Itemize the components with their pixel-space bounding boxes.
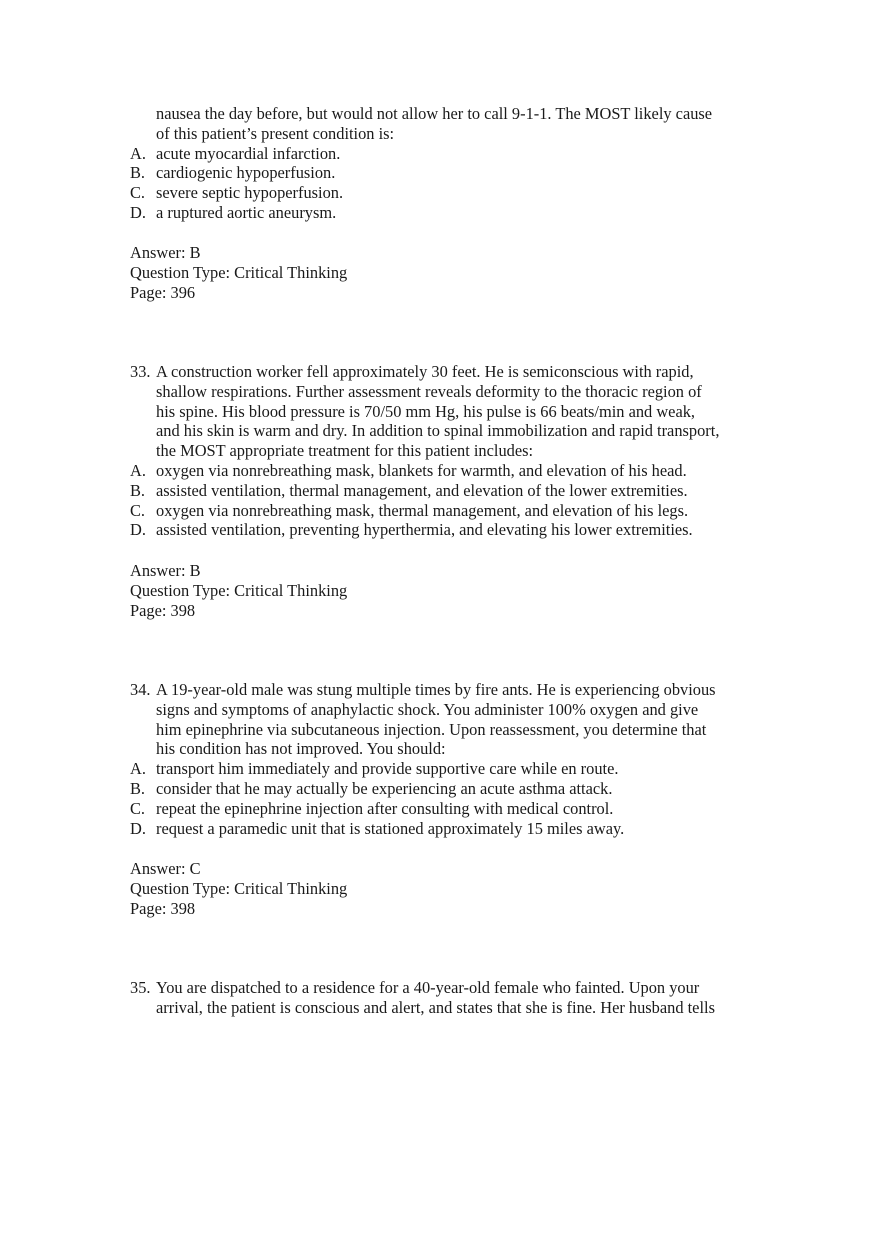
answer-key: Answer: B: [130, 243, 201, 262]
question-number: 33.: [130, 362, 151, 381]
answer-option-a: [130, 461, 770, 481]
question-stem-line: the MOST appropriate treatment for this patient includes:: [156, 441, 534, 461]
question-type: Question Type: Critical Thinking: [130, 580, 348, 600]
option-text: severe septic hypoperfusion.: [156, 183, 344, 203]
option-label: B.: [130, 480, 146, 500]
option-text: transport him immediately and provide supportive care while en route.: [156, 759, 619, 779]
answer-option-a: [130, 759, 770, 779]
question-stem-line: of this patient’s present condition is:: [156, 123, 395, 143]
option-label: A.: [130, 460, 146, 480]
answer-key: Answer: B: [130, 561, 201, 580]
page-reference: Page: 396: [130, 282, 196, 302]
question-type: Question Type: Critical Thinking: [130, 262, 348, 282]
option-label: C.: [130, 183, 146, 203]
option-label: A.: [130, 759, 146, 779]
page-reference: Page: 398: [130, 600, 196, 620]
option-text: assisted ventilation, thermal management, and elevation of the lower extremities.: [156, 480, 688, 500]
question-33: [130, 362, 770, 540]
question-stem-line: his spine. His blood pressure is 70/50 mm Hg, his pulse is 66 beats/min and weak,: [156, 401, 696, 421]
question-34-meta: [130, 859, 770, 918]
option-label: B.: [130, 778, 146, 798]
question-stem-line: nausea the day before, but would not allow her to call 9-1-1. The MOST likely cause: [156, 104, 713, 123]
option-text: consider that he may actually be experiencing an acute asthma attack.: [156, 778, 613, 798]
question-number: 34.: [130, 680, 151, 699]
answer-option-b: [130, 779, 770, 799]
question-stem-line: arrival, the patient is conscious and alert, and states that she is fine. Her husband tells: [156, 997, 715, 1017]
answer-option-b: [130, 163, 770, 183]
question-stem-first: A 19-year-old male was stung multiple times by fire ants. He is experiencing obvious: [156, 680, 716, 699]
question-stem-line: and his skin is warm and dry. In addition to spinal immobilization and rapid transport,: [156, 421, 720, 441]
option-text: oxygen via nonrebreathing mask, blankets for warmth, and elevation of his head.: [156, 460, 687, 480]
question-stem-line: [130, 978, 770, 998]
option-text: oxygen via nonrebreathing mask, thermal management, and elevation of his legs.: [156, 500, 689, 520]
question-type: Question Type: Critical Thinking: [130, 878, 348, 898]
option-label: C.: [130, 500, 146, 520]
question-stem-line: his condition has not improved. You should:: [156, 739, 446, 759]
option-label: B.: [130, 163, 146, 183]
option-text: cardiogenic hypoperfusion.: [156, 163, 336, 183]
question-stem-first: A construction worker fell approximately 30 feet. He is semiconscious with rapid,: [156, 362, 694, 381]
question-stem-line: [130, 362, 770, 382]
option-text: assisted ventilation, preventing hyperthermia, and elevating his lower extremities.: [156, 520, 693, 540]
option-label: D.: [130, 818, 146, 838]
option-label: D.: [130, 202, 146, 222]
question-35: [130, 978, 770, 1018]
option-text: request a paramedic unit that is stationed approximately 15 miles away.: [156, 818, 625, 838]
question-stem-first: You are dispatched to a residence for a 40-year-old female who fainted. Upon your: [156, 978, 700, 997]
answer-key: Answer: C: [130, 859, 201, 878]
answer-option-d: [130, 203, 770, 223]
answer-option-c: [130, 501, 770, 521]
question-stem-line: [130, 680, 770, 700]
question-stem-line: him epinephrine via subcutaneous injection. Upon reassessment, you determine that: [156, 719, 707, 739]
question-32-continued: [130, 104, 770, 223]
answer-option-a: [130, 144, 770, 164]
answer-option-c: [130, 799, 770, 819]
option-text: acute myocardial infarction.: [156, 143, 341, 163]
page-reference: Page: 398: [130, 898, 196, 918]
question-number: 35.: [130, 978, 151, 997]
option-label: A.: [130, 143, 146, 163]
option-label: D.: [130, 520, 146, 540]
answer-option-d: [130, 520, 770, 540]
question-32-meta: [130, 243, 770, 302]
option-label: C.: [130, 798, 146, 818]
question-stem-line: shallow respirations. Further assessment reveals deformity to the thoracic region of: [156, 381, 702, 401]
answer-option-c: [130, 183, 770, 203]
answer-option-d: [130, 819, 770, 839]
question-33-meta: [130, 561, 770, 620]
option-text: a ruptured aortic aneurysm.: [156, 202, 337, 222]
question-34: [130, 680, 770, 838]
answer-option-b: [130, 481, 770, 501]
question-stem-line: signs and symptoms of anaphylactic shock. You administer 100% oxygen and give: [156, 699, 699, 719]
option-text: repeat the epinephrine injection after consulting with medical control.: [156, 798, 614, 818]
